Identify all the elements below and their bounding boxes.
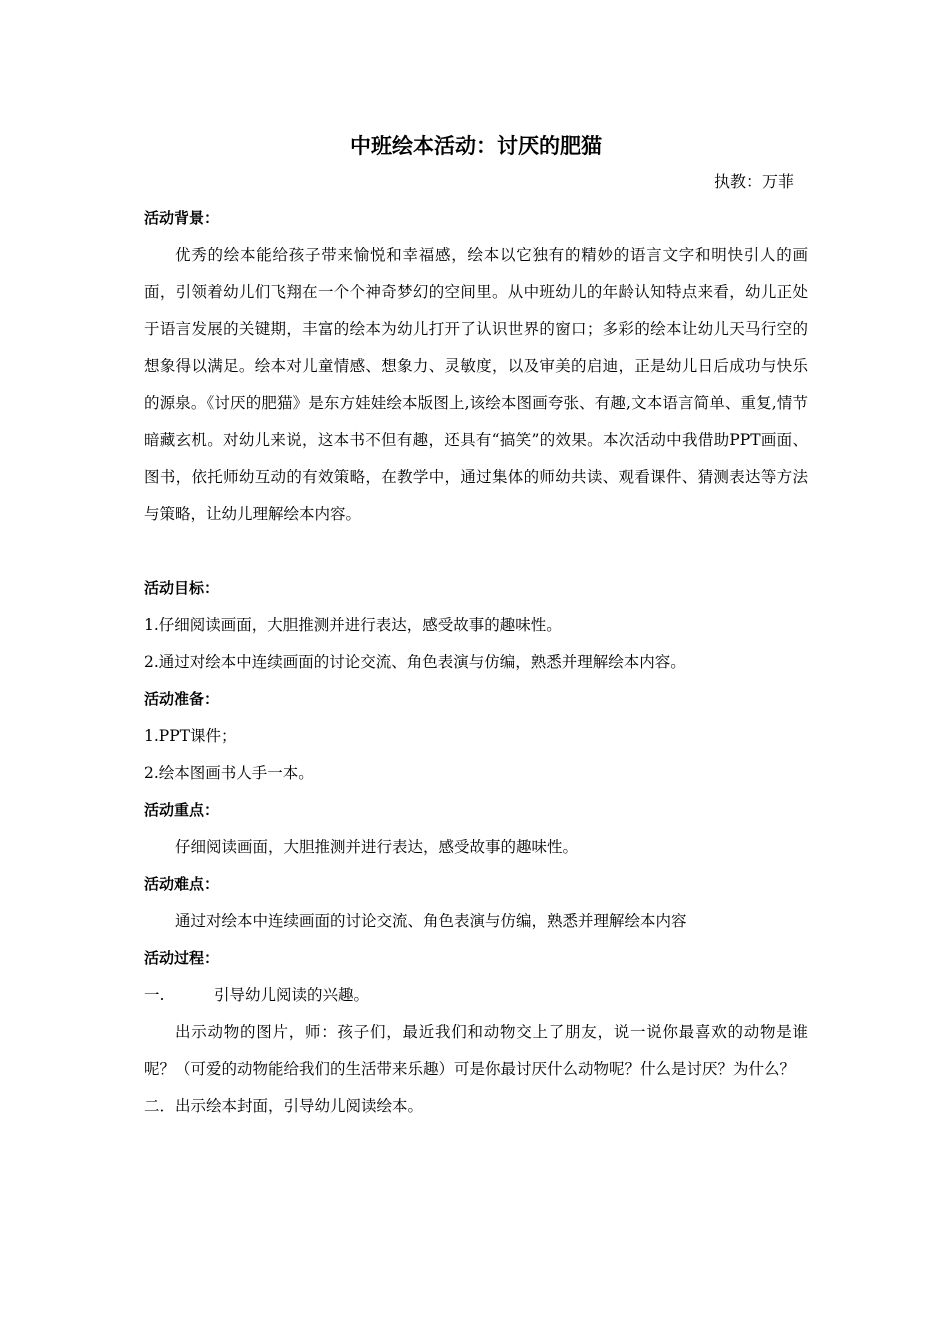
document-body <box>144 128 808 1125</box>
preparation-item-1: 1.PPT课件； <box>144 727 237 745</box>
blank-line <box>144 533 808 570</box>
background-paragraph: 优秀的绘本能给孩子带来愉悦和幸福感，绘本以它独有的精妙的语言文字和明快引人的画面，引领着幼儿们飞翔在一个个神奇梦幻的空间里。从中班幼儿的年龄认知特点来看，幼儿正处于语言发展的关键期，丰富的绘本为幼儿打开了认识世界的窗口；多彩的绘本让幼儿天马行空的想象得以满足。绘本对儿童情感、想象力、灵敏度，以及审美的启迪，正是幼儿日后成功与快乐的源泉。《讨厌的肥猫》是东方娃娃绘本版图上,该绘本图画夸张、有趣,文本语言简单、重复,情节暗藏玄机。对幼儿来说，这本书不但有趣，还具有“搞笑”的效果。本次活动中我借助PPT画面、图书，依托师幼互动的有效策略，在教学中，通过集体的师幼共读、观看课件、猜测表达等方法与策略，让幼儿理解绘本内容。 <box>144 246 808 523</box>
process-step-2: 二．出示绘本封面，引导幼儿阅读绘本。 <box>144 1097 424 1115</box>
goal-item-1: 1.仔细阅读画面，大胆推测并进行表达，感受故事的趣味性。 <box>144 616 562 634</box>
section-heading-goals: 活动目标： <box>144 579 220 597</box>
process-step-1-paragraph: 出示动物的图片，师：孩子们，最近我们和动物交上了朋友，说一说你最喜欢的动物是谁呢？（可爱的动物能给我们的生活带来乐趣）可是你最讨厌什么动物呢？什么是讨厌？为什么？ <box>144 1023 808 1078</box>
section-heading-background: 活动背景： <box>144 209 220 227</box>
section-heading-preparation: 活动准备： <box>144 690 220 708</box>
document-author: 执教：万菲 <box>713 172 794 191</box>
section-heading-key-point: 活动重点： <box>144 801 220 819</box>
process-step-1-marker: 一. <box>144 986 165 1004</box>
section-heading-process: 活动过程： <box>144 949 220 967</box>
difficulty-text: 通过对绘本中连续画面的讨论交流、角色表演与仿编，熟悉并理解绘本内容 <box>175 912 687 930</box>
key-point-text: 仔细阅读画面，大胆推测并进行表达，感受故事的趣味性。 <box>175 838 579 856</box>
preparation-item-2: 2.绘本图画书人手一本。 <box>144 764 314 782</box>
process-step-1 <box>144 977 808 1014</box>
document-title: 中班绘本活动：讨厌的肥猫 <box>350 134 602 158</box>
goal-item-2: 2.通过对绘本中连续画面的讨论交流、角色表演与仿编，熟悉并理解绘本内容。 <box>144 653 686 671</box>
process-step-1-title: 引导幼儿阅读的兴趣。 <box>214 986 370 1004</box>
section-heading-difficulty: 活动难点： <box>144 875 220 893</box>
